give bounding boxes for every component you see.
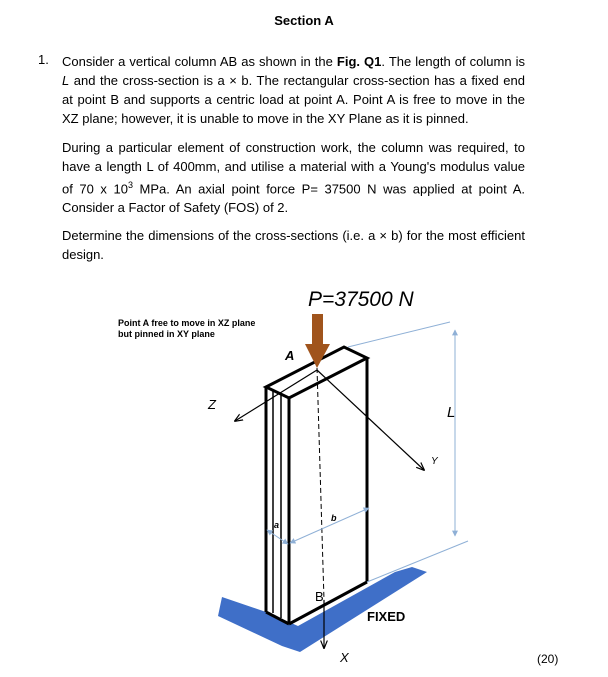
para1-text-3: and the cross-section is a × b. The rectangular cross-section has a fixed end at point B and supports a centric load at point A. Point A is free to move in the XZ plane; however, it is unable to move in the XY Plane as it is pinned.	[62, 73, 525, 126]
exponent: 3	[127, 180, 133, 190]
para1-text-1: Consider a vertical column AB as shown in the	[62, 54, 337, 69]
z-axis-arrow	[235, 370, 317, 421]
dim-b-label: b	[331, 513, 337, 523]
constraint-note-line-1: Point A free to move in XZ plane	[118, 318, 256, 328]
constraint-note-line-2: but pinned in XY plane	[118, 329, 215, 339]
dim-a-label: a	[274, 520, 280, 530]
fixed-label: FIXED	[367, 609, 406, 624]
z-axis-label: Z	[208, 397, 216, 412]
section-title: Section A	[274, 13, 334, 28]
point-b-label: B	[315, 589, 324, 604]
question-paragraph-3: Determine the dimensions of the cross-sections (i.e. a × b) for the most efficient design.	[62, 228, 525, 262]
y-axis-label: Y	[431, 456, 438, 467]
figure-reference: Fig. Q1	[336, 54, 382, 69]
x-axis-label: X	[340, 650, 349, 665]
para2-text-2: MPa. An axial point force P= 37500 N was applied at point A. Consider a Factor of Safety (FOS) of 2.	[62, 181, 525, 216]
length-symbol: L	[62, 73, 70, 88]
y-axis-arrow	[317, 370, 424, 470]
marks-label: (20)	[537, 652, 559, 666]
para2-text-1: During a particular element of construction work, the column was required, to have a length L of 400mm, and utilise a material with a Young's modulus value of 70 x 10	[62, 140, 525, 197]
length-label: L	[447, 404, 456, 421]
column-centerline	[317, 368, 324, 600]
width-b-dimension	[290, 508, 369, 543]
para1-text-2: . The length of column is	[381, 54, 525, 69]
point-a-label: A	[285, 348, 295, 363]
load-label: P=37500 N	[308, 288, 414, 311]
question-number: 1.	[38, 52, 49, 67]
depth-a-dimension	[267, 530, 288, 544]
